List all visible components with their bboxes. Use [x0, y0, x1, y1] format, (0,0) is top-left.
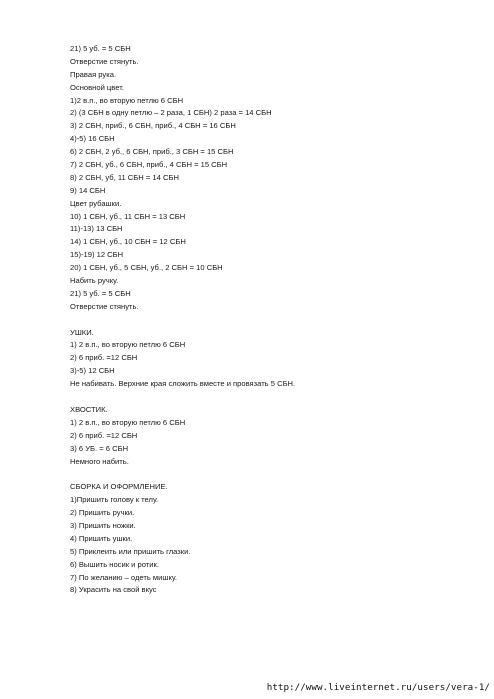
source-url-watermark: http://www.liveinternet.ru/users/vera-1/: [266, 682, 490, 693]
text-line: 1)Пришить голову к телу.: [70, 495, 159, 505]
text-line: Не набивать. Верхние края сложить вместе и провязать 5 СБН.: [70, 379, 296, 389]
section-heading: СБОРКА И ОФОРМЛЕНИЕ.: [70, 482, 168, 492]
text-line: Цвет рубашки.: [70, 198, 122, 208]
pattern-text: [70, 43, 480, 597]
text-line: Немного набить.: [70, 456, 129, 466]
text-line: 3) 6 УБ. = 6 СБН: [70, 443, 129, 453]
text-line: Отверстие стянуть.: [70, 301, 139, 311]
text-line: 8) Украсить на свой вкус: [70, 585, 157, 595]
section-gap: [70, 391, 480, 404]
text-line: 4)-5) 16 СБН: [70, 134, 115, 144]
text-line: 6) 2 СБН, 2 уб., 6 СБН, приб., 3 СБН = 15 СБН: [70, 147, 234, 157]
section-heading: УШКИ.: [70, 327, 94, 337]
text-line: 3) Пришить ножки.: [70, 520, 136, 530]
text-line: 15)-19) 12 СБН: [70, 250, 124, 260]
text-line: 7) По желанию – одеть мишку.: [70, 572, 178, 582]
section-gap: [70, 468, 480, 481]
section-heading: ХВОСТИК.: [70, 404, 108, 414]
text-line: 5) Приклеить или пришить глазки.: [70, 546, 191, 556]
text-line: 2) 6 приб. =12 СБН: [70, 353, 138, 363]
text-line: 14) 1 СБН, уб., 10 СБН = 12 СБН: [70, 237, 186, 247]
text-line: 20) 1 СБН, уб., 5 СБН, уб., 2 СБН = 10 СБН: [70, 263, 223, 273]
text-line: 2) Пришить ручки.: [70, 508, 135, 518]
text-line: 21) 5 уб. = 5 СБН: [70, 288, 131, 298]
text-line: Отверстие стянуть.: [70, 56, 139, 66]
text-line: Набить ручку.: [70, 276, 119, 286]
text-line: 1)2 в.п., во вторую петлю 6 СБН: [70, 95, 184, 105]
text-line: 4) Пришить ушки.: [70, 533, 133, 543]
text-line: 1) 2 в.п., во вторую петлю 6 СБН: [70, 340, 186, 350]
text-line: 2) (3 СБН в одну петлю – 2 раза, 1 СБН) 2 раза = 14 СБН: [70, 108, 272, 118]
text-line: 21) 5 уб. = 5 СБН: [70, 44, 131, 53]
section-gap: [70, 314, 480, 327]
text-line: 3) 2 СБН, приб., 6 СБН, приб., 4 СБН = 16 СБН: [70, 121, 236, 131]
text-line: 9) 14 СБН: [70, 185, 106, 195]
text-line: 6) Вышить носик и ротик.: [70, 559, 159, 569]
text-line: Основной цвет.: [70, 82, 124, 92]
text-line: 8) 2 СБН, уб, 11 СБН = 14 СБН: [70, 172, 179, 182]
text-line: 1) 2 в.п., во вторую петлю 6 СБН: [70, 417, 186, 427]
text-line: 11)-13) 13 СБН: [70, 224, 123, 234]
text-line: 10) 1 СБН, уб., 11 СБН = 13 СБН: [70, 211, 186, 221]
text-line: 2) 6 приб. =12 СБН: [70, 430, 138, 440]
text-line: Правая рука.: [70, 69, 117, 79]
text-line: 7) 2 СБН, уб., 6 СБН, приб., 4 СБН = 15 СБН: [70, 160, 228, 170]
text-line: 3)-5) 12 СБН: [70, 366, 115, 376]
